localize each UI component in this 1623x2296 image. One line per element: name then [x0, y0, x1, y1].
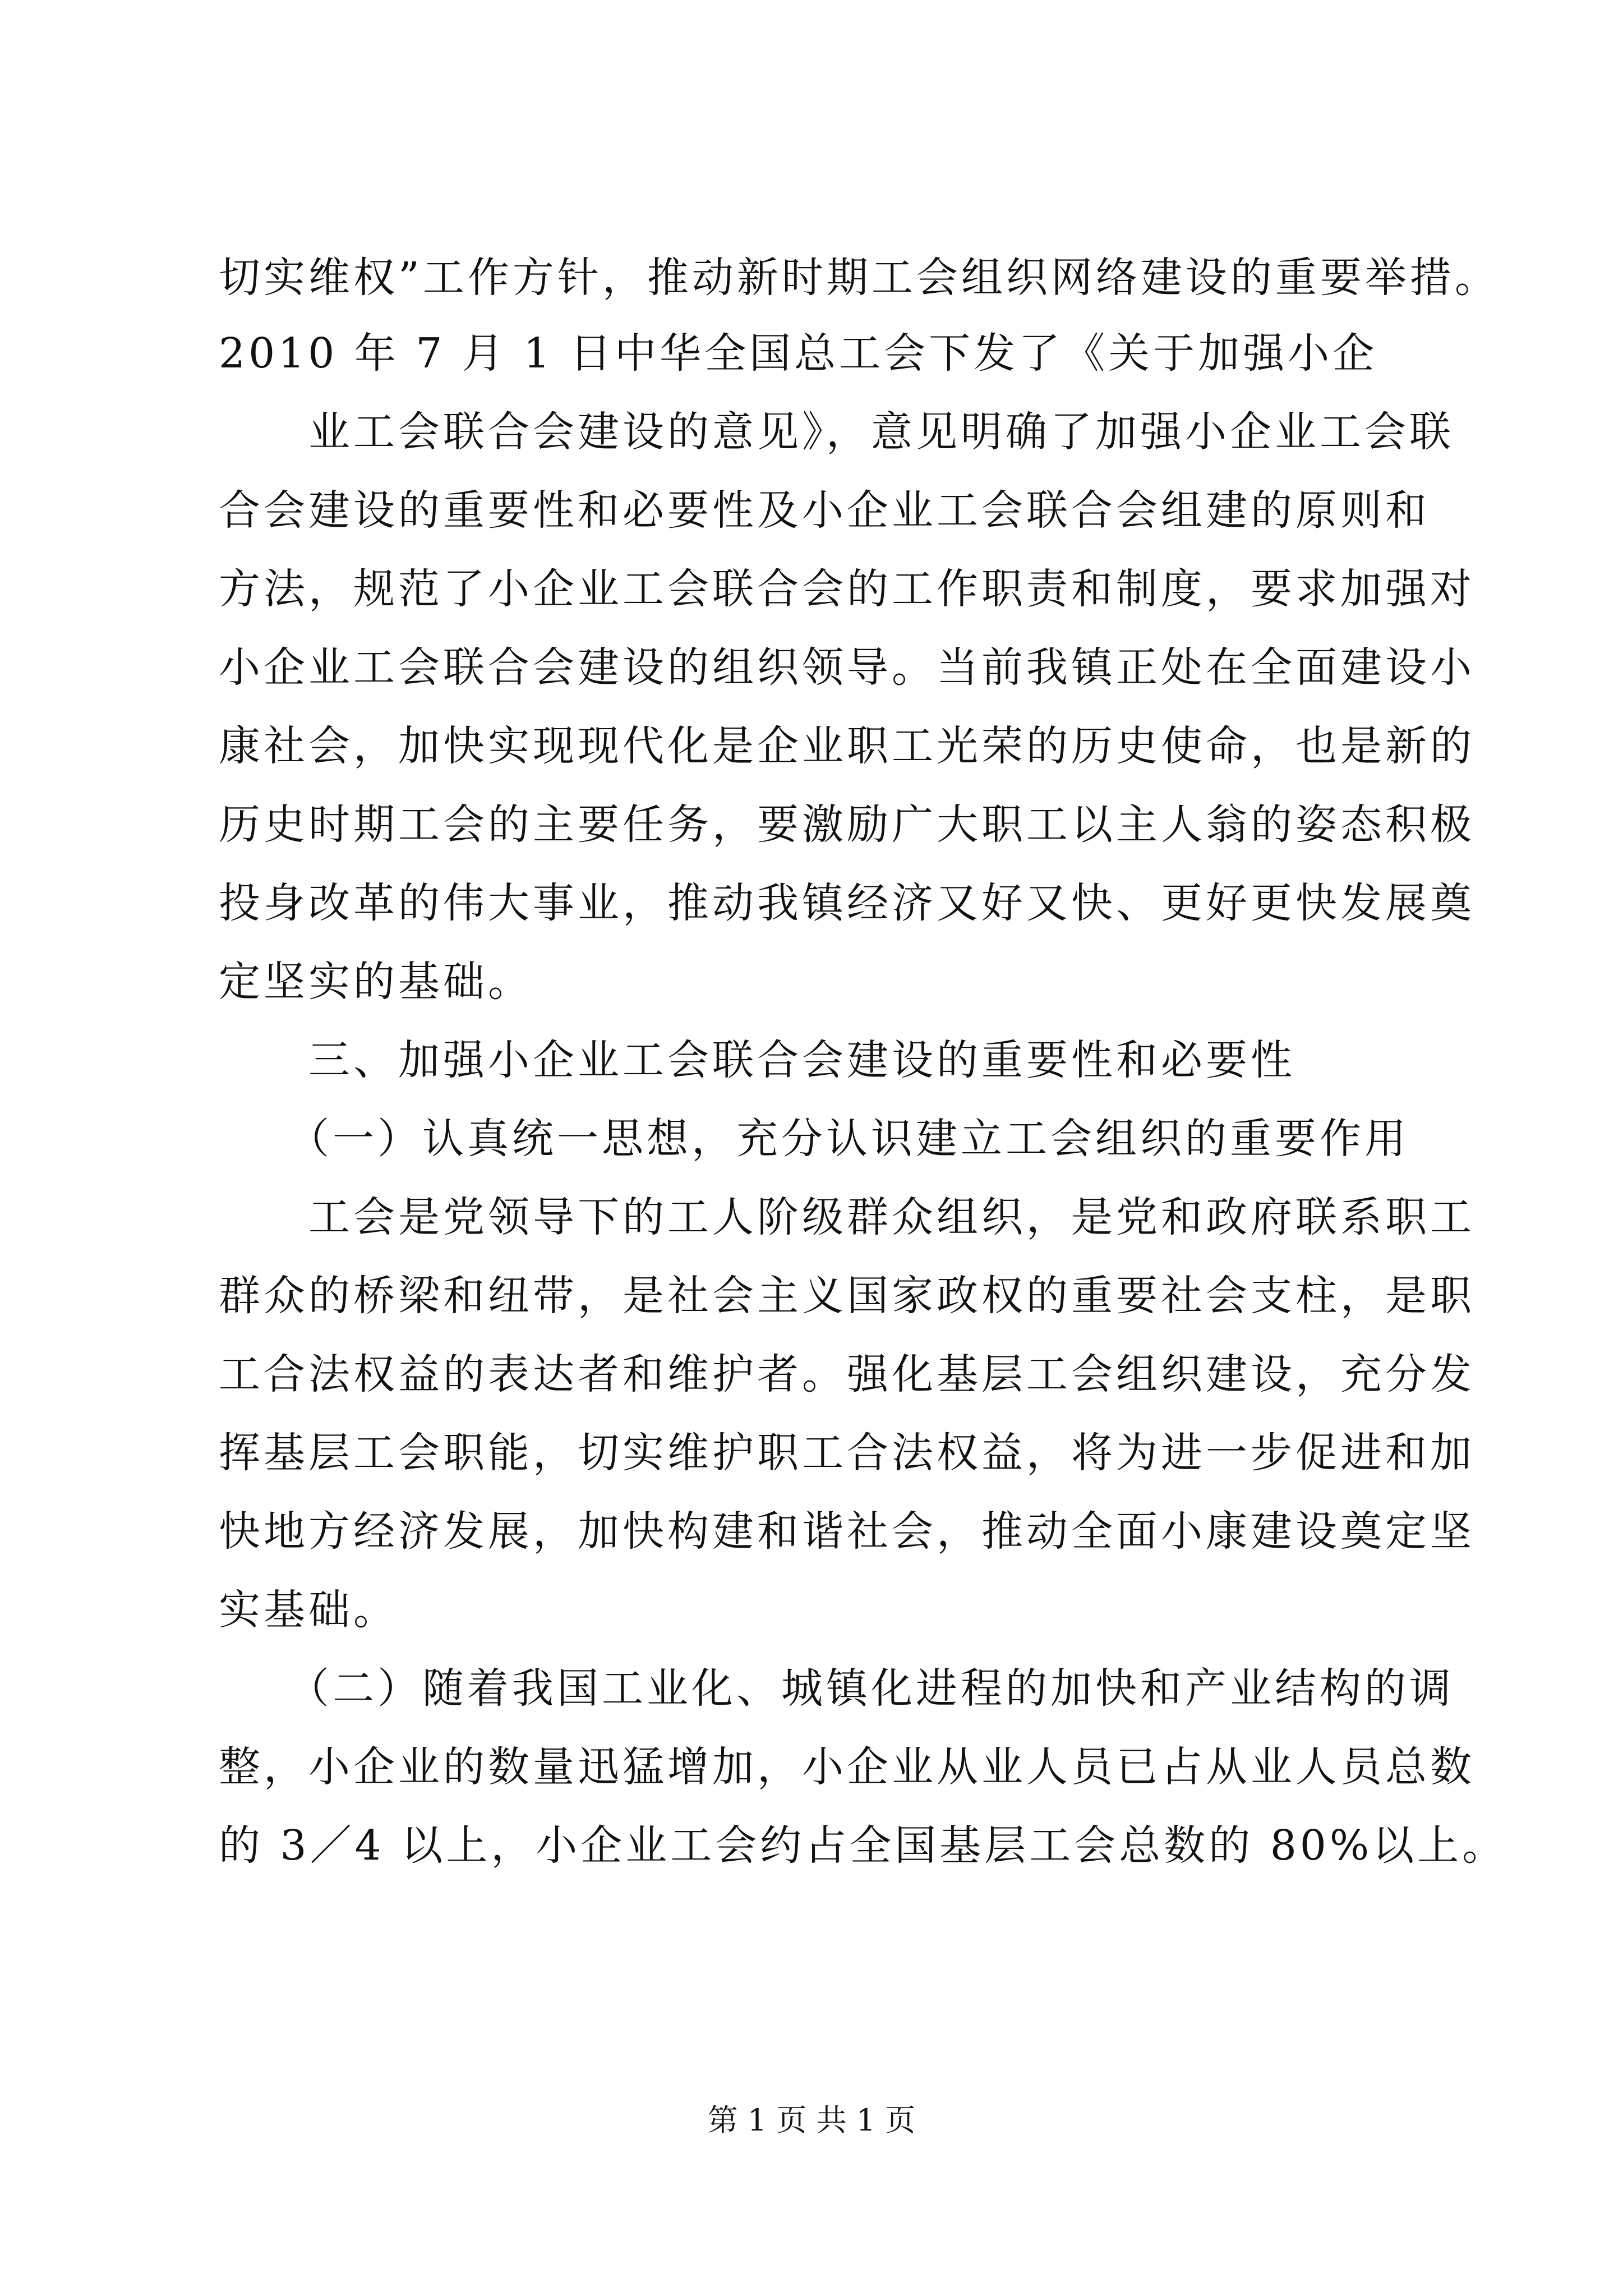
text-line: 的 3／4 以上，小企业工会约占全国基层工会总数的 80%以上。: [219, 1821, 1507, 1870]
text-line: 群众的桥梁和纽带，是社会主义国家政权的重要社会支柱，是职: [219, 1272, 1475, 1320]
text-line: （二）随着我国工业化、城镇化进程的加快和产业结构的调: [219, 1664, 1454, 1713]
text-line: 2010 年 7 月 1 日中华全国总工会下发了《关于加强小企: [219, 329, 1378, 378]
text-line: 整，小企业的数量迅猛增加，小企业从业人员已占从业人员总数: [219, 1743, 1475, 1791]
subsection-heading: （一）认真统一思想，充分认识建立工会组织的重要作用: [219, 1115, 1409, 1163]
text-line: 切实维权”工作方针，推动新时期工会组织网络建设的重要举措。: [219, 254, 1500, 302]
text-line: 工会是党领导下的工人阶级群众组织，是党和政府联系职工: [219, 1193, 1475, 1241]
text-line: 方法，规范了小企业工会联合会的工作职责和制度，要求加强对: [219, 565, 1475, 613]
section-heading: 三、加强小企业工会联合会建设的重要性和必要性: [219, 1036, 1295, 1084]
text-line: 小企业工会联合会建设的组织领导。当前我镇正处在全面建设小: [219, 643, 1475, 692]
text-line: 历史时期工会的主要任务，要激励广大职工以主人翁的姿态积极: [219, 800, 1475, 849]
text-line: 工合法权益的表达者和维护者。强化基层工会组织建设，充分发: [219, 1350, 1475, 1398]
text-line: 业工会联合会建设的意见》，意见明确了加强小企业工会联: [219, 408, 1454, 456]
text-line: 挥基层工会职能，切实维护职工合法权益，将为进一步促进和加: [219, 1429, 1475, 1477]
text-line: 投身改革的伟大事业，推动我镇经济又好又快、更好更快发展奠: [219, 879, 1475, 927]
page-number-footer: 第 1 页 共 1 页: [707, 2102, 916, 2138]
text-line: 实基础。: [219, 1586, 398, 1634]
text-line: 定坚实的基础。: [219, 958, 533, 1006]
text-line: 快地方经济发展，加快构建和谐社会，推动全面小康建设奠定坚: [219, 1507, 1475, 1556]
text-line: 康社会，加快实现现代化是企业职工光荣的历史使命，也是新的: [219, 722, 1475, 770]
text-line: 合会建设的重要性和必要性及小企业工会联合会组建的原则和: [219, 486, 1430, 535]
